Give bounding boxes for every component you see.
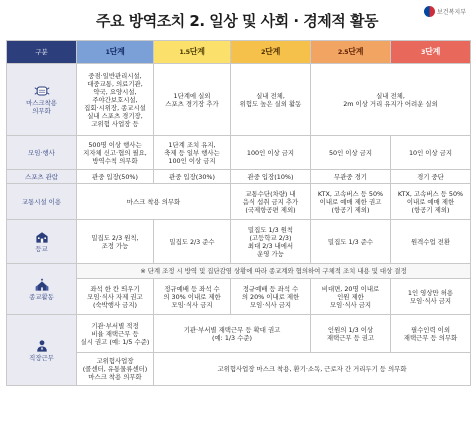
school-stage-1: 밀집도 2/3 원칙, 조정 가능 [77, 220, 154, 264]
gathering-stage-2-5: 50인 이상 금지 [311, 136, 391, 170]
religion-category: 종교활동 [7, 264, 77, 315]
work-stage-1-5-3-high-risk: 고위험사업장 마스크 착용, 환기·소독, 근로자 간 거리두기 등 의무화 [154, 353, 471, 386]
ministry-logo [424, 6, 466, 17]
mask-icon [34, 84, 50, 98]
church-icon [34, 278, 50, 292]
sports-stage-1-5: 관중 입장(30%) [154, 170, 231, 184]
mask-row [7, 64, 471, 136]
work-stage-1-telework: 기관·부서별 적정 비율 재택근무 등 실시 권고 (예: 1/5 수준) [77, 315, 154, 353]
work-row-a [7, 315, 471, 353]
religion-stage-2: 정규예배 등 좌석 수 의 20% 이내로 제한 모임·식사 금지 [231, 279, 311, 315]
stage-2-5-header: 2.5단계 [311, 41, 391, 64]
school-stage-3: 원격수업 전환 [391, 220, 471, 264]
gathering-category: 모임·행사 [7, 136, 77, 170]
transport-stage-2: 교통수단(차량) 내 음식 섭취 금지 추가 (국제항공편 제외) [231, 184, 311, 220]
office-worker-icon [34, 339, 50, 353]
school-category: 등교 [7, 220, 77, 264]
sports-category: 스포츠 관람 [7, 170, 77, 184]
transport-category: 교통시설 이용 [7, 184, 77, 220]
ministry-name: 보건복지부 [437, 9, 466, 16]
work-stage-2-5-telework: 인원의 1/3 이상 재택근무 등 권고 [311, 315, 391, 353]
gathering-row [7, 136, 471, 170]
stage-2-header: 2단계 [231, 41, 311, 64]
mask-stage-2-5-3: 실내 전체, 2m 이상 거리 유지가 어려운 실외 [311, 64, 471, 136]
stage-3-header: 3단계 [391, 41, 471, 64]
religion-stage-1: 좌석 한 칸 띄우기 모임·식사 자제 권고 (숙박행사 금지) [77, 279, 154, 315]
school-row [7, 220, 471, 264]
gathering-stage-1: 500명 이상 행사는 지자체 신고·협의 필요, 방역수칙 의무화 [77, 136, 154, 170]
religion-note: ※ 단계 조정 시 방역 및 집단감염 상황에 따라 종교계와 협의하여 구체적 조치 내용 및 대상 결정 [77, 264, 471, 279]
work-stage-1-high-risk: 고위험사업장 (콜센터, 유통물류센터) 마스크 착용 의무화 [77, 353, 154, 386]
transport-stage-1-1-5: 마스크 착용 의무화 [77, 184, 231, 220]
religion-stage-3: 1인 영상만 허용 모임·식사 금지 [391, 279, 471, 315]
mask-category: 마스크착용 의무화 [7, 64, 77, 136]
sports-stage-2: 관중 입장(10%) [231, 170, 311, 184]
work-stage-1-5-2-telework: 기관·부서별 재택근무 등 확대 권고 (예: 1/3 수준) [154, 315, 311, 353]
sports-stage-3: 경기 중단 [391, 170, 471, 184]
school-stage-1-5: 밀집도 2/3 준수 [154, 220, 231, 264]
page-title: 주요 방역조치 2. 일상 및 사회 · 경제적 활동 [96, 12, 378, 30]
sports-stage-2-5: 무관중 경기 [311, 170, 391, 184]
mask-stage-1: 중점·일반관리시설, 대중교통, 의료기관, 약국, 요양시설, 주야간보호시설, 집회·시위장, 종교시설 실내 스포츠 경기장, 고위험 사업장 등 [77, 64, 154, 136]
work-row-b [7, 353, 471, 386]
stage-header-row [7, 41, 471, 64]
stage-1-5-header: 1.5단계 [154, 41, 231, 64]
stage-1-header: 1단계 [77, 41, 154, 64]
transport-stage-3: KTX, 고속버스 등 50% 이내로 예매 제한 (항공기 제외) [391, 184, 471, 220]
school-stage-2-5: 밀집도 1/3 준수 [311, 220, 391, 264]
work-stage-3-telework: 필수인력 이외 재택근무 등 의무화 [391, 315, 471, 353]
mask-stage-1-5: 1단계에 실외 스포츠 경기장 추가 [154, 64, 231, 136]
government-emblem-icon [424, 6, 435, 17]
gathering-stage-3: 10인 이상 금지 [391, 136, 471, 170]
gathering-stage-1-5: 1단계 조치 유지, 축제 등 일부 행사는 100인 이상 금지 [154, 136, 231, 170]
category-header: 구분 [7, 41, 77, 64]
transport-stage-2-5: KTX, 고속버스 등 50% 이내로 예매 제한 권고 (항공기 제외) [311, 184, 391, 220]
transport-row [7, 184, 471, 220]
religion-stage-2-5: 비대면, 20명 이내로 인원 제한 모임·식사 금지 [311, 279, 391, 315]
gathering-stage-2: 100인 이상 금지 [231, 136, 311, 170]
work-category: 직장근무 [7, 315, 77, 386]
school-icon [34, 230, 50, 244]
religion-stage-1-5: 정규예배 등 좌석 수 의 30% 이내로 제한 모임·식사 금지 [154, 279, 231, 315]
sports-stage-1: 관중 입장(50%) [77, 170, 154, 184]
mask-stage-2: 실내 전체, 위험도 높은 실외 활동 [231, 64, 311, 136]
religion-row [7, 279, 471, 315]
measures-table [6, 40, 471, 386]
sports-row [7, 170, 471, 184]
school-stage-2: 밀집도 1/3 원칙 (고등학교 2/3) 최대 2/3 내에서 운영 가능 [231, 220, 311, 264]
religion-note-row [7, 264, 471, 279]
